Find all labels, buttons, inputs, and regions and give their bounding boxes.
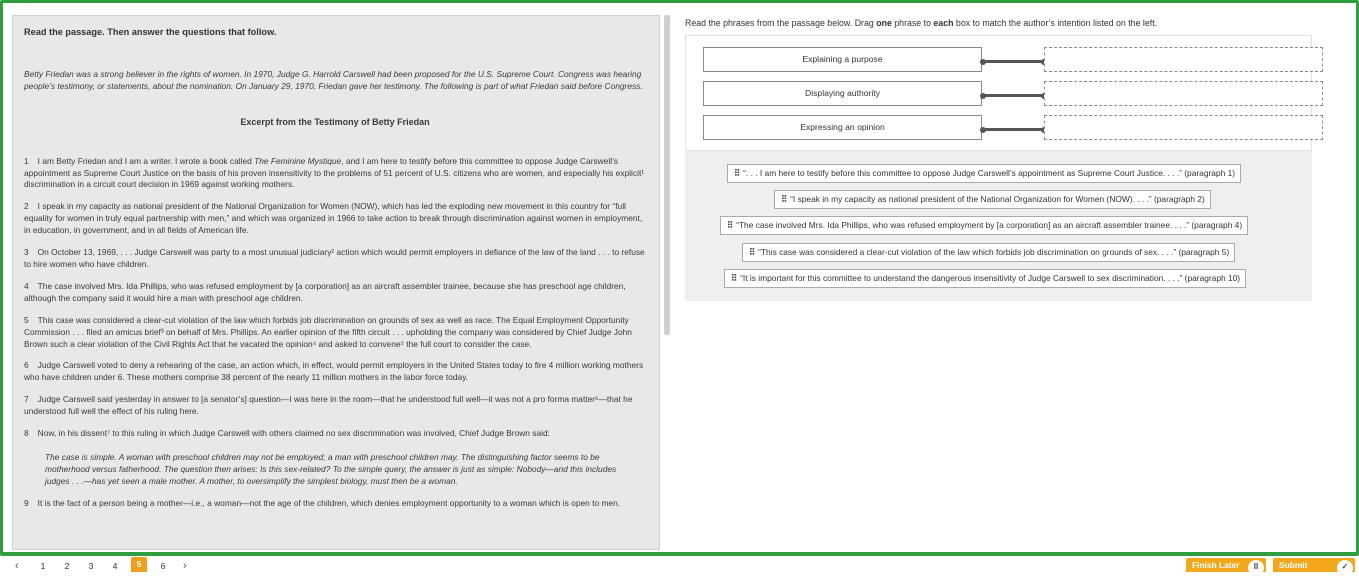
paragraph [24, 360, 646, 384]
drop-target-box[interactable] [1044, 115, 1323, 140]
paragraph-number: 7 [24, 394, 29, 405]
paragraph-list [24, 156, 646, 510]
question-instruction [685, 18, 1157, 28]
paragraph [24, 498, 646, 510]
instruction-emphasis: one [876, 18, 892, 28]
page-button[interactable]: 2 [64, 561, 70, 571]
connector-line [983, 128, 1044, 131]
phrase-text: “The case involved Mrs. Ida Phillips, who was refused employment by [a corporation] as an aircraft assembler trainee. . . .” (paragraph 4) [736, 220, 1243, 230]
finish-later-label: Finish Later [1192, 560, 1240, 570]
target-label: Expressing an opinion [703, 115, 982, 140]
paragraph-number: 9 [24, 497, 29, 508]
passage-content [24, 27, 646, 510]
phrase-text: “. . . I am here to testify before this committee to oppose Judge Carswell’s appointment as Supreme Court Justice. . . .” (paragraph 1) [743, 168, 1236, 178]
paragraph-number: 3 [24, 247, 29, 258]
paragraph-number: 8 [24, 428, 29, 439]
match-panel [685, 35, 1312, 151]
draggable-phrase[interactable] [727, 164, 1241, 183]
paragraph-number: 2 [24, 201, 29, 212]
paragraph [24, 247, 646, 271]
paragraph-number: 5 [24, 314, 29, 325]
paragraph-text: On October 13, 1969, . . . Judge Carswell was party to a most unusual judiciary² action which would permit employers in defiance of the law of the land . . . to refuse to hire women who have children. [24, 247, 645, 269]
drag-handle-icon: ⠿ [731, 273, 737, 283]
passage-pane[interactable] [12, 15, 660, 550]
submit-label: Submit [1279, 560, 1308, 570]
paragraph [24, 315, 646, 351]
paragraph [24, 201, 646, 237]
target-label: Displaying authority [703, 81, 982, 106]
paragraph [24, 428, 646, 440]
paragraph-number: 6 [24, 360, 29, 371]
draggable-phrase[interactable] [774, 190, 1211, 209]
paragraph-text: This case was considered a clear-cut violation of the law which forbids job discrimination on grounds of sex as well as race. The Equal Employment Opportunity Commission . . . filed an amicus brief³ on behalf of Mrs. Phillips. An earlier opinion of the fifth circuit . . . upholding the company was considered by Chief Judge John Brown such a clear violation of the Civil Rights Act that he vacated the opinion⁴ and asked to convene⁵ the full court to consider the case. [24, 314, 632, 349]
paragraph-text: I speak in my capacity as national president of the National Organization for Women (NOW), which has led the exploding new movement in this country for “full equality for women in truly equal partnership with men,” and which was organized in 1966 to take action to break through discrimination against women in employment, in education, in government, and in all fields of American life. [24, 201, 643, 236]
phrase-text: “I speak in my capacity as national president of the National Organization for Women (NOW). . . .” (paragraph 2) [790, 194, 1205, 204]
phrase-text: “It is important for this committee to understand the dangerous insensitivity of Judge Carswell to sex discrimination. . . .” (paragraph 10) [740, 273, 1241, 283]
paragraph-number: 1 [24, 155, 29, 166]
connector-line [983, 60, 1044, 63]
paragraph-text: , and I am here to testify before this committee to oppose Judge Carswell’s appointment as Supreme Court Justice on the basis of his proven insensitivity to the problems of 51 percent of U.S. citizens who are women, and especially his explicit¹ discrimination in a circuit court decision in 1969 against working mothers. [24, 155, 645, 190]
paragraph-text: I am Betty Friedan and I am a writer. I wrote a book called [37, 155, 255, 166]
paragraph-number: 4 [24, 280, 29, 291]
page-button[interactable]: 6 [160, 561, 166, 571]
paragraph-text: Now, in his dissent⁷ to this ruling in which Judge Carswell with others claimed no sex discrimination was involved, Chief Judge Brown said: [37, 428, 550, 439]
instruction-text: Read the phrases from the passage below. Drag [685, 18, 877, 28]
draggable-phrase[interactable] [742, 243, 1235, 262]
instruction-text: phrase to [891, 18, 934, 28]
phrase-text: “This case was considered a clear-cut violation of the law which forbids job discrimination on grounds of sex. . . .” (paragraph 5) [758, 247, 1230, 257]
pause-icon: II [1248, 560, 1264, 576]
paragraph-text: Judge Carswell voted to deny a rehearing of the case, an action which, in effect, would permit employers in the United States today to fire 4 million working mothers who have children under 6. These mothers comprise 38 percent of the nearly 11 million mothers in the labor force today. [24, 360, 644, 383]
finish-later-button[interactable] [1186, 558, 1266, 572]
page-button[interactable]: 3 [88, 561, 94, 571]
paragraph-text: It is the fact of a person being a mother—i.e., a woman—not the age of the children, which denies employment opportunity to a woman which is open to men. [37, 497, 621, 508]
instruction-emphasis: each [933, 18, 954, 28]
page-button[interactable]: 4 [112, 561, 118, 571]
draggable-phrase[interactable] [724, 269, 1246, 288]
block-quote: The case is simple. A woman with preschool children may not be employed; a man with preschool children may. The distinguishing factor seems to be motherhood versus fatherhood. The question then arises: Is this sex-related? To the simple query, the answer is just as simple: Nobody—and this includes judges . . .—has yet seen a male mother. A mother, to oversimplify the simplest biology, must then be a woman. [45, 451, 617, 486]
connector-line [983, 94, 1044, 97]
drag-handle-icon: ⠿ [727, 220, 733, 230]
passage-intro: Betty Friedan was a strong believer in the rights of women. In 1970, Judge G. Harrold Carswell had been proposed for the U.S. Supreme Court. Congress was hearing people’s testimony, or statements, about the nomination. On January 29, 1970, Friedan gave her testimony. The following is part of what Friedan said before Congress. [24, 68, 643, 91]
excerpt-title: Excerpt from the Testimony of Betty Friedan [240, 116, 430, 127]
phrase-bank [685, 151, 1312, 301]
paragraph [24, 281, 646, 305]
drag-handle-icon: ⠿ [734, 168, 740, 178]
passage-instruction: Read the passage. Then answer the questions that follow. [24, 27, 277, 37]
next-page-icon[interactable]: › [183, 560, 187, 572]
drag-handle-icon: ⠿ [749, 247, 755, 257]
paragraph [24, 156, 646, 192]
book-title: The Feminine Mystique [254, 155, 342, 166]
paragraph [24, 394, 646, 418]
target-label: Explaining a purpose [703, 47, 982, 72]
paragraph-text: Judge Carswell said yesterday in answer to [a senator’s] question—I was here in the room—that he understood full well—it was not a pro forma matter⁶—that he understood full well the effect of his ruling here. [24, 394, 633, 417]
page-button[interactable]: 1 [40, 561, 46, 571]
drop-target-box[interactable] [1044, 81, 1323, 106]
check-icon: ✓ [1337, 560, 1353, 576]
passage-scrollbar[interactable] [664, 15, 670, 335]
bottom-nav [0, 557, 1359, 572]
draggable-phrase[interactable] [720, 216, 1248, 235]
prev-page-icon[interactable]: ‹ [15, 560, 19, 572]
page-button-current[interactable]: 5 [131, 557, 147, 572]
drop-target-box[interactable] [1044, 47, 1323, 72]
paragraph-text: The case involved Mrs. Ida Phillips, who was refused employment by [a corporation] as an aircraft assembler trainee, because she has preschool age children, although the company said it would hire a man with preschool age children. [24, 280, 626, 303]
drag-handle-icon: ⠿ [781, 194, 787, 204]
submit-button[interactable] [1273, 558, 1355, 572]
instruction-text: box to match the author’s intention listed on the left. [953, 18, 1158, 28]
